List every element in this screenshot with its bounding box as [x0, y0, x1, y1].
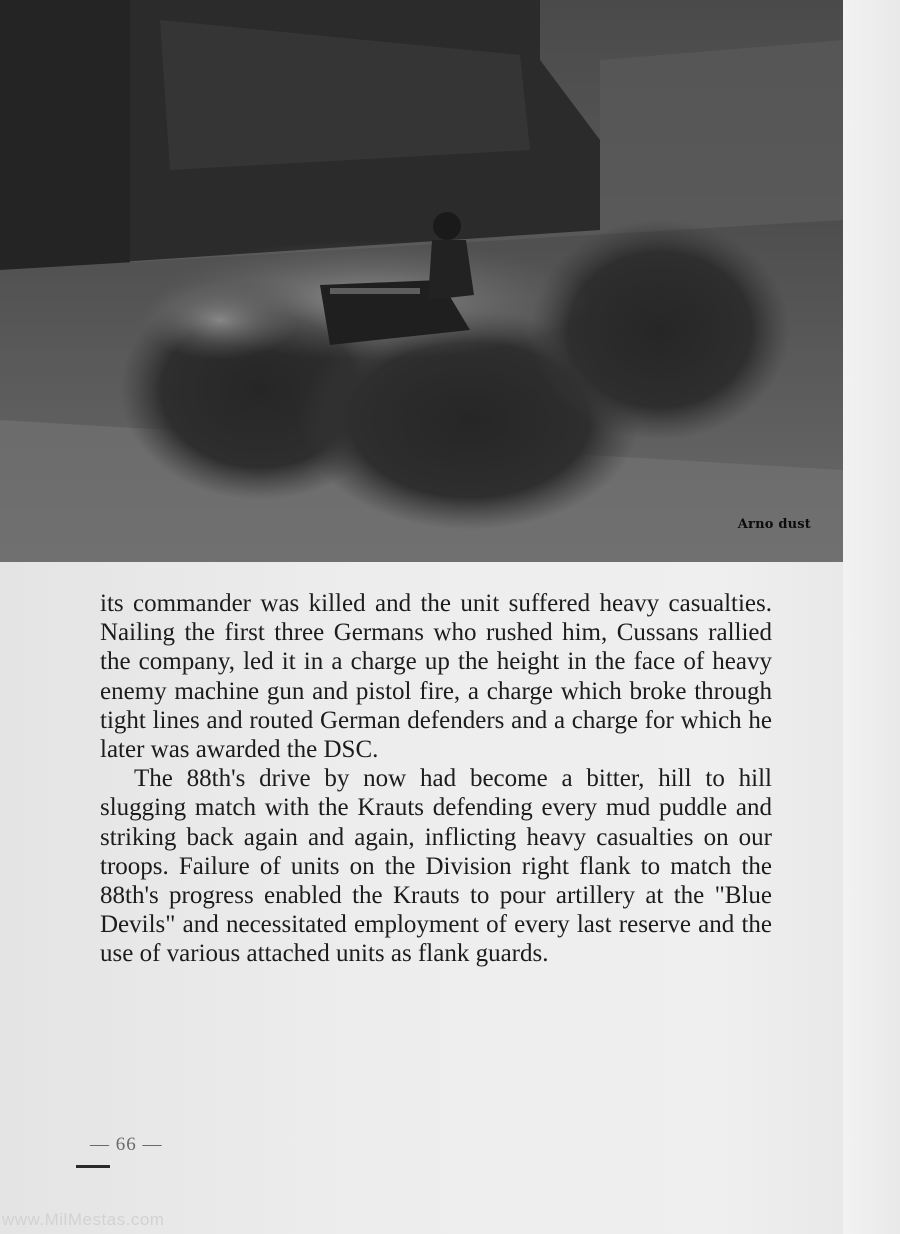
page-number: — 66 —: [90, 1134, 163, 1155]
photo-caption: Arno dust: [737, 517, 811, 532]
scan-margin: [843, 0, 900, 1234]
photograph: [0, 0, 843, 562]
watermark: www.MilMestas.com: [2, 1210, 165, 1229]
divider: [76, 1165, 110, 1168]
photo-image: [0, 0, 843, 562]
article-body: [100, 589, 772, 969]
paragraph: The 88th's drive by now had become a bitter, hill to hill slugging match with the Krauts defending every mud puddle and striking back again and again, inflicting heavy casualties on our troops. Failure of units on the Division right flank to match the 88th's progress enabled the Krauts to pour artillery at the "Blue Devils" and necessitated employment of every last reserve and the use of various attached units as flank guards.: [100, 765, 772, 968]
paragraph: its commander was killed and the unit suffered heavy casualties. Nailing the first three Germans who rushed him, Cussans rallied the company, led it in a charge up the height in the face of heavy enemy machine gun and pistol fire, a charge which broke through tight lines and routed German defenders and a charge for which he later was awarded the DSC.: [100, 590, 772, 764]
